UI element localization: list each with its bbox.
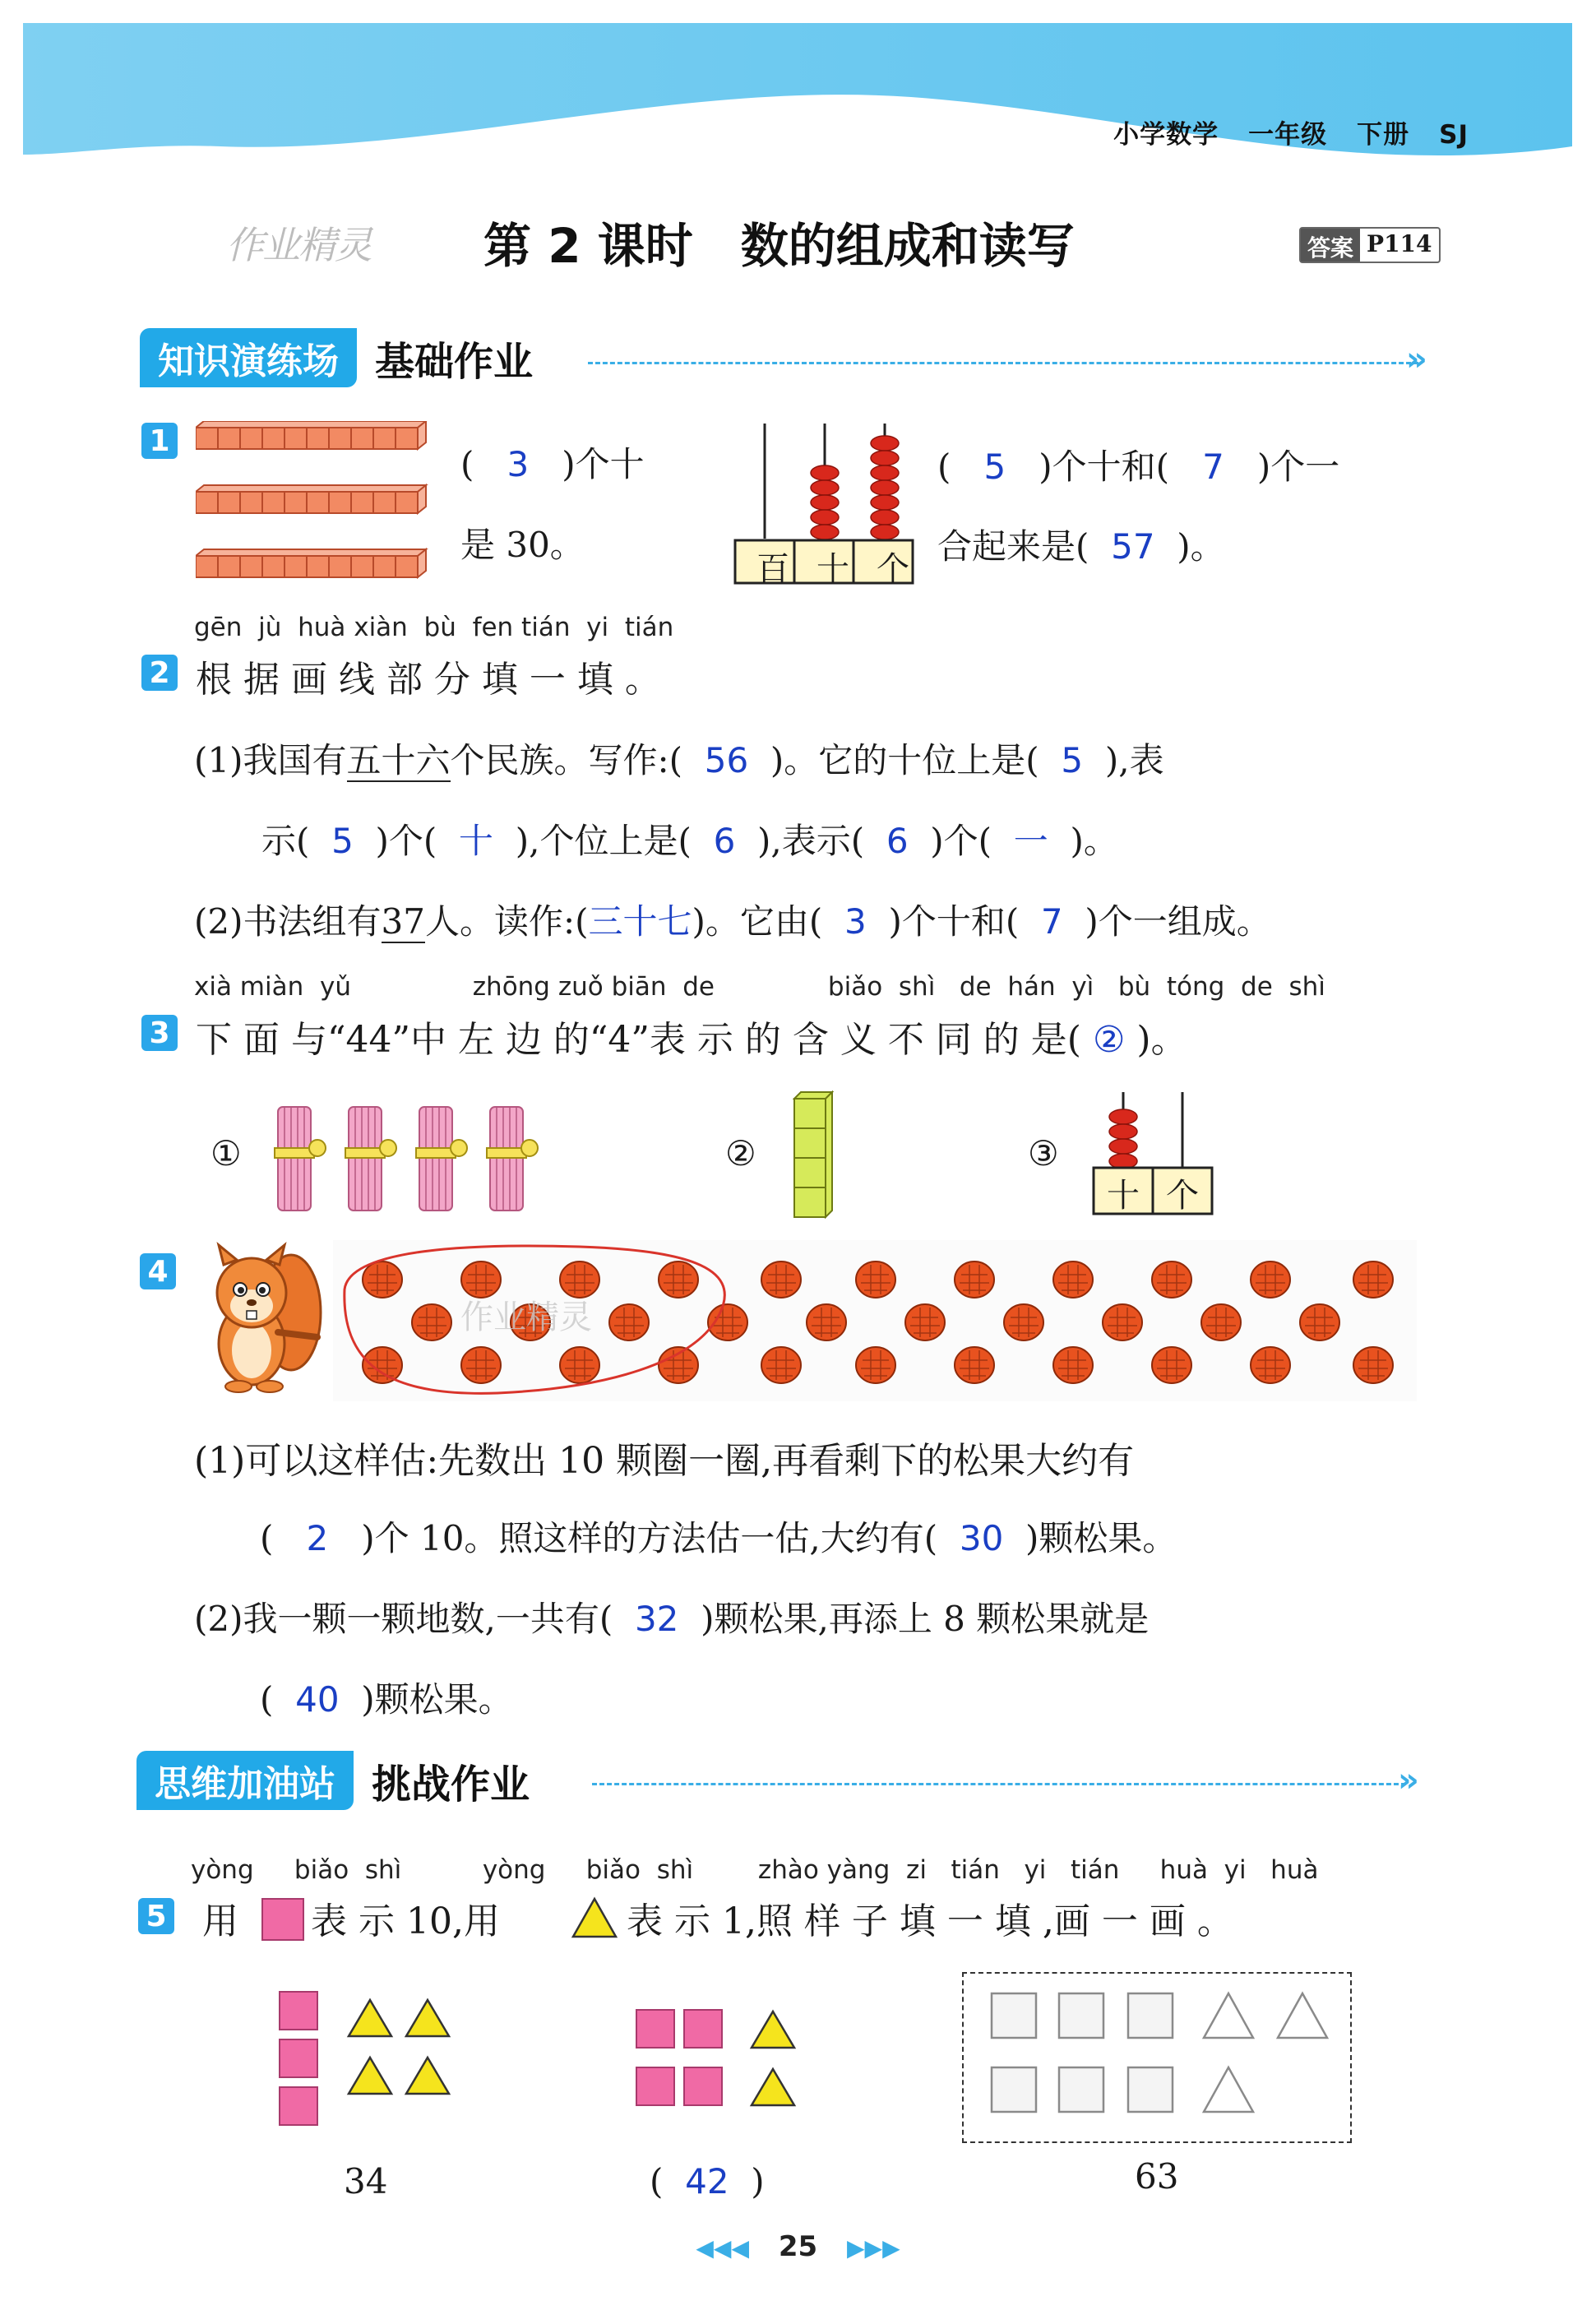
prev-page-arrows-icon: ◀◀◀ — [696, 2234, 749, 2262]
answer-value: 7 — [1040, 901, 1063, 942]
pinecone-icon — [1251, 1262, 1290, 1298]
pinecone-icon — [1152, 1347, 1191, 1383]
q1-right-line2: 合起来是( 57 )。 — [937, 526, 1225, 567]
pinecone-icon — [955, 1347, 994, 1383]
abacus-label-ones: 个 — [877, 550, 909, 588]
header-volume: 下册 — [1357, 120, 1410, 150]
pinecone-icon — [761, 1262, 801, 1298]
chevron-right-icon: » — [1406, 340, 1427, 378]
pinecone-icon — [1053, 1262, 1093, 1298]
pinyin-line: yòng biǎo shì yòng biǎo shì zhào yàng zi tián yi tián huà yi huà — [191, 1855, 1319, 1885]
q4-part1-line1: (1)可以这样估:先数出 10 颗圈一圈,再看剩下的松果大约有 — [194, 1440, 1135, 1482]
q5-title-c: 表 示 1,照 样 子 填 一 填 ,画 一 画 。 — [627, 1900, 1233, 1942]
q4-part2-line1: (2)我一颗一颗地数,一共有( 32 )颗松果,再添上 8 颗松果就是 — [194, 1599, 1150, 1639]
answer-page-tag — [1299, 227, 1441, 263]
pinecone-icon — [1201, 1304, 1241, 1340]
question-number: 1 — [141, 423, 178, 459]
question-number: 4 — [140, 1253, 176, 1289]
example-34-shapes — [271, 1990, 460, 2138]
pinecone-icon — [1353, 1347, 1393, 1383]
answer-value: 3 — [844, 901, 867, 942]
pinyin-line: gēn jù huà xiàn bù fen tián yi tián — [194, 613, 674, 642]
watermark-text: 作业精灵 — [460, 1299, 592, 1336]
page-number: 25 — [778, 2230, 818, 2263]
pinecone-icon — [1004, 1304, 1043, 1340]
example-63-label: 63 — [1135, 2156, 1179, 2197]
q1-left-line2: 是 30。 — [460, 525, 585, 565]
pinecone-icon — [955, 1262, 994, 1298]
section-basic-header — [140, 327, 533, 388]
section-tag: 知识演练场 — [140, 328, 357, 387]
q2-part1-line2: 示( 5 )个( 十 ),个位上是( 6 ),表示( 6 )个( 一 )。 — [261, 821, 1118, 861]
answer-value: 30 — [959, 1518, 1004, 1558]
answer-value: 5 — [983, 447, 1006, 487]
abacus-label-tens: 十 — [1107, 1177, 1140, 1215]
q2-part2: (2)书法组有37人。读作:(三十七)。它由( 3 )个十和( 7 )个一组成。 — [194, 901, 1271, 942]
pinyin-line: xià miàn yǔ zhōng zuǒ biān de biǎo shì de hán yì bù tóng de shì — [194, 972, 1325, 1002]
answer-value: 2 — [306, 1518, 329, 1558]
stick-bundles-illustration — [271, 1099, 559, 1217]
lesson-title: 第 2 课时 数的组成和读写 — [483, 218, 1075, 274]
pinecone-icon — [856, 1262, 895, 1298]
abacus-label-ones: 个 — [1166, 1177, 1199, 1215]
example-63-outlined-shapes — [978, 1988, 1340, 2128]
option-label: ① — [210, 1133, 242, 1174]
pinecone-icon — [1353, 1262, 1393, 1298]
q5-title-b: 表 示 10,用 — [311, 1900, 500, 1942]
q1-right-line1: ( 5 )个十和( 7 )个一 — [937, 447, 1340, 487]
header-subject: 小学数学 — [1113, 120, 1219, 150]
answer-value: 6 — [886, 821, 909, 861]
pinecone-icon — [1251, 1347, 1290, 1383]
q5-title-a: 用 — [202, 1900, 238, 1942]
question-number: 3 — [141, 1015, 178, 1051]
next-page-arrows-icon: ▶▶▶ — [847, 2234, 900, 2262]
answer-value: 56 — [704, 740, 749, 780]
answer-value: 5 — [331, 821, 354, 861]
answer-value: 5 — [1061, 740, 1084, 780]
brand-logo: 作业精灵 — [226, 223, 371, 267]
section-subtitle: 基础作业 — [375, 338, 534, 385]
q2-title: 根 据 画 线 部 分 填 一 填 。 — [196, 659, 661, 701]
q3-title: 下 面 与“44”中 左 边 的“4”表 示 的 含 义 不 同 的 是( ② )。 — [196, 1019, 1187, 1061]
example-42-shapes — [633, 2007, 806, 2113]
underlined-text: 五十六 — [346, 740, 451, 780]
question-number: 2 — [141, 655, 178, 691]
answer-value: 7 — [1202, 447, 1224, 487]
q4-part2-line2: ( 40 )颗松果。 — [260, 1679, 513, 1720]
yellow-triangle-icon — [571, 1896, 618, 1939]
answer-label: 答案 — [1301, 229, 1360, 262]
pinecone-icon — [1053, 1347, 1093, 1383]
answer-value: 57 — [1111, 526, 1155, 567]
answer-value: 42 — [685, 2161, 729, 2201]
example-42-label: ( 42 ) — [650, 2161, 765, 2201]
answer-value: 十 — [459, 821, 494, 861]
answer-value: 3 — [507, 444, 530, 484]
pinecone-icon — [856, 1347, 895, 1383]
answer-page: P114 — [1367, 230, 1432, 257]
answer-value: 一 — [1013, 821, 1048, 861]
ten-rods-illustration — [196, 421, 431, 582]
section-subtitle: 挑战作业 — [372, 1761, 530, 1808]
example-34-label: 34 — [344, 2161, 388, 2201]
answer-value: 6 — [713, 821, 736, 861]
q2-part1-line1: (1)我国有五十六个民族。写作:( 56 )。它的十位上是( 5 ),表 — [194, 740, 1164, 780]
header-grade: 一年级 — [1248, 120, 1328, 150]
q1-left-line1: ( 3 )个十 — [460, 444, 645, 484]
abacus-label-tens: 十 — [817, 550, 849, 588]
answer-value: ② — [1092, 1019, 1126, 1061]
chevron-right-icon: » — [1398, 1762, 1419, 1799]
section-tag: 思维加油站 — [136, 1751, 354, 1810]
section-divider — [592, 1783, 1406, 1785]
pinecone-icon — [1300, 1304, 1339, 1340]
option-label: ③ — [1028, 1133, 1059, 1174]
page-number-footer — [0, 2230, 1596, 2263]
cube-column-illustration — [793, 1090, 834, 1219]
option-label: ② — [725, 1133, 756, 1174]
squirrel-icon — [194, 1242, 326, 1395]
abacus-label-hundreds: 百 — [756, 550, 789, 588]
header-edition: SJ — [1439, 120, 1469, 150]
pinecone-icon — [761, 1347, 801, 1383]
pinecone-icon — [807, 1304, 846, 1340]
question-number: 5 — [138, 1898, 174, 1934]
pinecone-icon — [905, 1304, 945, 1340]
answer-value: 32 — [634, 1599, 679, 1639]
q4-part1-line2: ( 2 )个 10。照这样的方法估一估,大约有( 30 )颗松果。 — [260, 1518, 1177, 1558]
answer-value: 40 — [295, 1679, 340, 1720]
underlined-text: 37 — [381, 901, 425, 942]
pink-square-icon — [261, 1898, 304, 1941]
section-divider — [588, 362, 1418, 364]
pinecone-icon — [1152, 1262, 1191, 1298]
answer-value: 三十七 — [588, 901, 692, 942]
section-challenge-header — [136, 1750, 530, 1811]
pinecone-icon — [1103, 1304, 1142, 1340]
header-book-info — [1084, 113, 1469, 150]
header-wave-banner — [23, 23, 1572, 179]
